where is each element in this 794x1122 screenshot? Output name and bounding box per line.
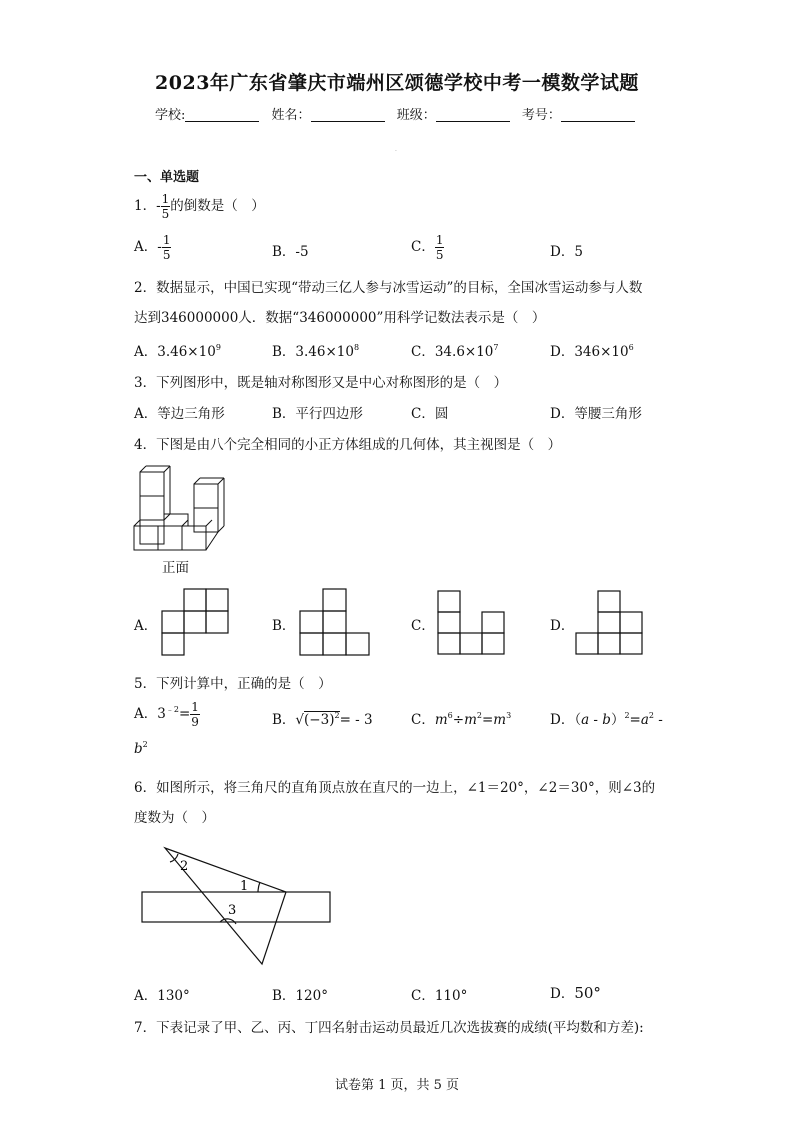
q4-option-b-figure: [300, 588, 370, 658]
q4-option-b-label: B．: [272, 618, 296, 634]
exp: 2: [624, 711, 630, 720]
q1-text: 的倒数是（ ）: [170, 198, 265, 214]
option-label: B．: [272, 344, 296, 360]
name-label: 姓名：: [271, 108, 311, 123]
option-fraction: [435, 233, 445, 262]
q6-stem-line2: 度数为（ ）: [134, 810, 215, 826]
q4-option-d-figure: [576, 590, 646, 660]
paren: ）: [610, 712, 625, 728]
q2-stem-line1: 2．数据显示，中国已实现“带动三亿人参与冰雪运动”的目标，全国冰雪运动参与人数: [134, 280, 643, 296]
exp: ﹣2: [165, 705, 179, 714]
number-label: 考号：: [521, 108, 561, 123]
q3-option-b: B．平行四边形: [272, 406, 363, 422]
rest: = - 3: [339, 712, 373, 728]
class-label: 班级：: [396, 108, 436, 123]
q3-option-d: D．等腰三角形: [550, 406, 642, 422]
option-base: 346×10: [574, 344, 629, 360]
var: m: [493, 712, 507, 728]
angle-1-label: 1: [240, 879, 249, 894]
q4-option-c-figure: [438, 590, 508, 660]
option-exp: 9: [215, 343, 221, 352]
option-base: 3.46×10: [295, 344, 354, 360]
exp: 3: [506, 711, 512, 720]
var: a: [640, 712, 649, 728]
class-blank: [436, 107, 510, 122]
option-exp: 7: [493, 343, 499, 352]
var: m: [464, 712, 477, 728]
q1-number: 1．: [134, 198, 157, 214]
op: -: [654, 712, 663, 728]
page-title: 2023年广东省肇庆市端州区颂德学校中考一模数学试题: [155, 72, 639, 94]
op: =: [481, 712, 494, 728]
base: 3: [157, 706, 166, 722]
q5-option-c: [411, 708, 511, 728]
q5-option-b: [272, 708, 373, 728]
q1-option-d: D．5: [550, 244, 583, 260]
q5-option-a: [134, 700, 200, 729]
option-label: C．: [411, 344, 435, 360]
option-label: A．: [134, 239, 158, 255]
q1-frac-den: 5: [161, 207, 170, 221]
radicand-text: (−3): [304, 712, 335, 728]
exp: 2: [142, 740, 148, 749]
option-label: B．: [272, 712, 296, 728]
radicand: [304, 711, 340, 728]
option-base: 3.46×10: [157, 344, 216, 360]
q4-front-label: 正面: [162, 560, 189, 576]
frac-num: 1: [191, 700, 199, 714]
q2-stem-line2: 达到346000000人．数据“346000000”用科学记数法表示是（ ）: [134, 310, 546, 326]
option-label: D．: [550, 344, 575, 360]
var: b: [602, 712, 611, 728]
scan-dot: ·: [395, 148, 397, 155]
op: ÷: [452, 712, 465, 728]
q6-stem-line1: 6．如图所示，将三角尺的直角顶点放在直尺的一边上，∠1＝20°，∠2＝30°，则∠3的: [134, 780, 656, 796]
section-heading: 一、单选题: [134, 170, 200, 185]
q6-option-d: [550, 982, 601, 1002]
var: b: [134, 741, 143, 757]
q3-option-c: C．圆: [411, 406, 449, 422]
op: =: [629, 712, 641, 728]
angle-3-label: 3: [228, 903, 237, 918]
q5-option-d: [550, 708, 663, 728]
option-fraction: [162, 233, 172, 262]
q6-ruler-triangle-figure: [140, 846, 340, 966]
q2-option-b: [272, 340, 359, 360]
q1-frac-num: 1: [161, 192, 170, 206]
q4-stem: 4．下图是由八个完全相同的小正方体组成的几何体，其主视图是（ ）: [134, 437, 562, 453]
q1-option-a: [134, 233, 171, 262]
number-blank: [561, 107, 635, 122]
equals: =: [178, 706, 191, 722]
option-label: C．: [411, 239, 435, 255]
q5-option-d-wrap: [134, 740, 148, 757]
name-blank: [311, 107, 385, 122]
q2-option-c: [411, 340, 499, 360]
q2-option-d: [550, 340, 634, 360]
q4-option-a-figure: [162, 588, 232, 658]
q1-stem: [134, 192, 265, 221]
option-label: C．: [411, 712, 435, 728]
exp: 2: [334, 711, 340, 720]
option-label: D．: [550, 986, 575, 1002]
q1-fraction: [161, 192, 171, 221]
q6-option-a: A．130°: [134, 988, 190, 1004]
q6-option-b: B．120°: [272, 988, 328, 1004]
option-base: 34.6×10: [434, 344, 494, 360]
school-label: 学校:: [155, 108, 186, 123]
option-label: A．: [134, 706, 158, 722]
option-label: D．（: [550, 712, 582, 728]
angle-2-label: 2: [180, 859, 189, 874]
frac-den: 9: [191, 715, 199, 729]
q7-stem: 7．下表记录了甲、乙、丙、丁四名射击运动员最近几次选拔赛的成绩(平均数和方差):: [134, 1020, 644, 1036]
exp: 6: [447, 711, 453, 720]
q3-option-a: A．等边三角形: [134, 406, 225, 422]
q4-option-d-label: D．: [550, 618, 575, 634]
q3-stem: 3．下列图形中，既是轴对称图形又是中心对称图形的是（ ）: [134, 375, 508, 391]
frac-num: 1: [162, 233, 171, 247]
option-exp: 8: [353, 343, 360, 352]
q1-option-b: B．-5: [272, 244, 309, 260]
frac-den: 5: [435, 248, 444, 262]
page-footer: 试卷第 1 页，共 5 页: [334, 1078, 460, 1093]
frac-den: 5: [162, 248, 171, 262]
frac-num: 1: [435, 233, 444, 247]
option-label: A．: [134, 344, 158, 360]
q6-option-c: C．110°: [411, 988, 468, 1004]
option-value: 50°: [574, 984, 601, 1002]
q4-solid-figure: [130, 464, 230, 554]
q1-sign: -: [156, 198, 161, 214]
option-sign: -: [157, 239, 162, 255]
exp: 2: [648, 711, 655, 720]
var: m: [434, 712, 448, 728]
school-blank: [185, 107, 259, 122]
q1-option-c: [411, 233, 444, 262]
student-info-line: [155, 104, 643, 123]
q2-option-a: [134, 340, 221, 360]
q5-stem: 5．下列计算中，正确的是（ ）: [134, 676, 332, 692]
exp: 2: [476, 711, 482, 720]
q4-option-a-label: A．: [134, 618, 158, 634]
option-exp: 6: [628, 343, 634, 352]
sqrt-sign: √: [295, 712, 305, 728]
op: -: [589, 712, 603, 728]
q4-option-c-label: C．: [411, 618, 435, 634]
fraction: [190, 700, 200, 729]
var: a: [581, 712, 590, 728]
